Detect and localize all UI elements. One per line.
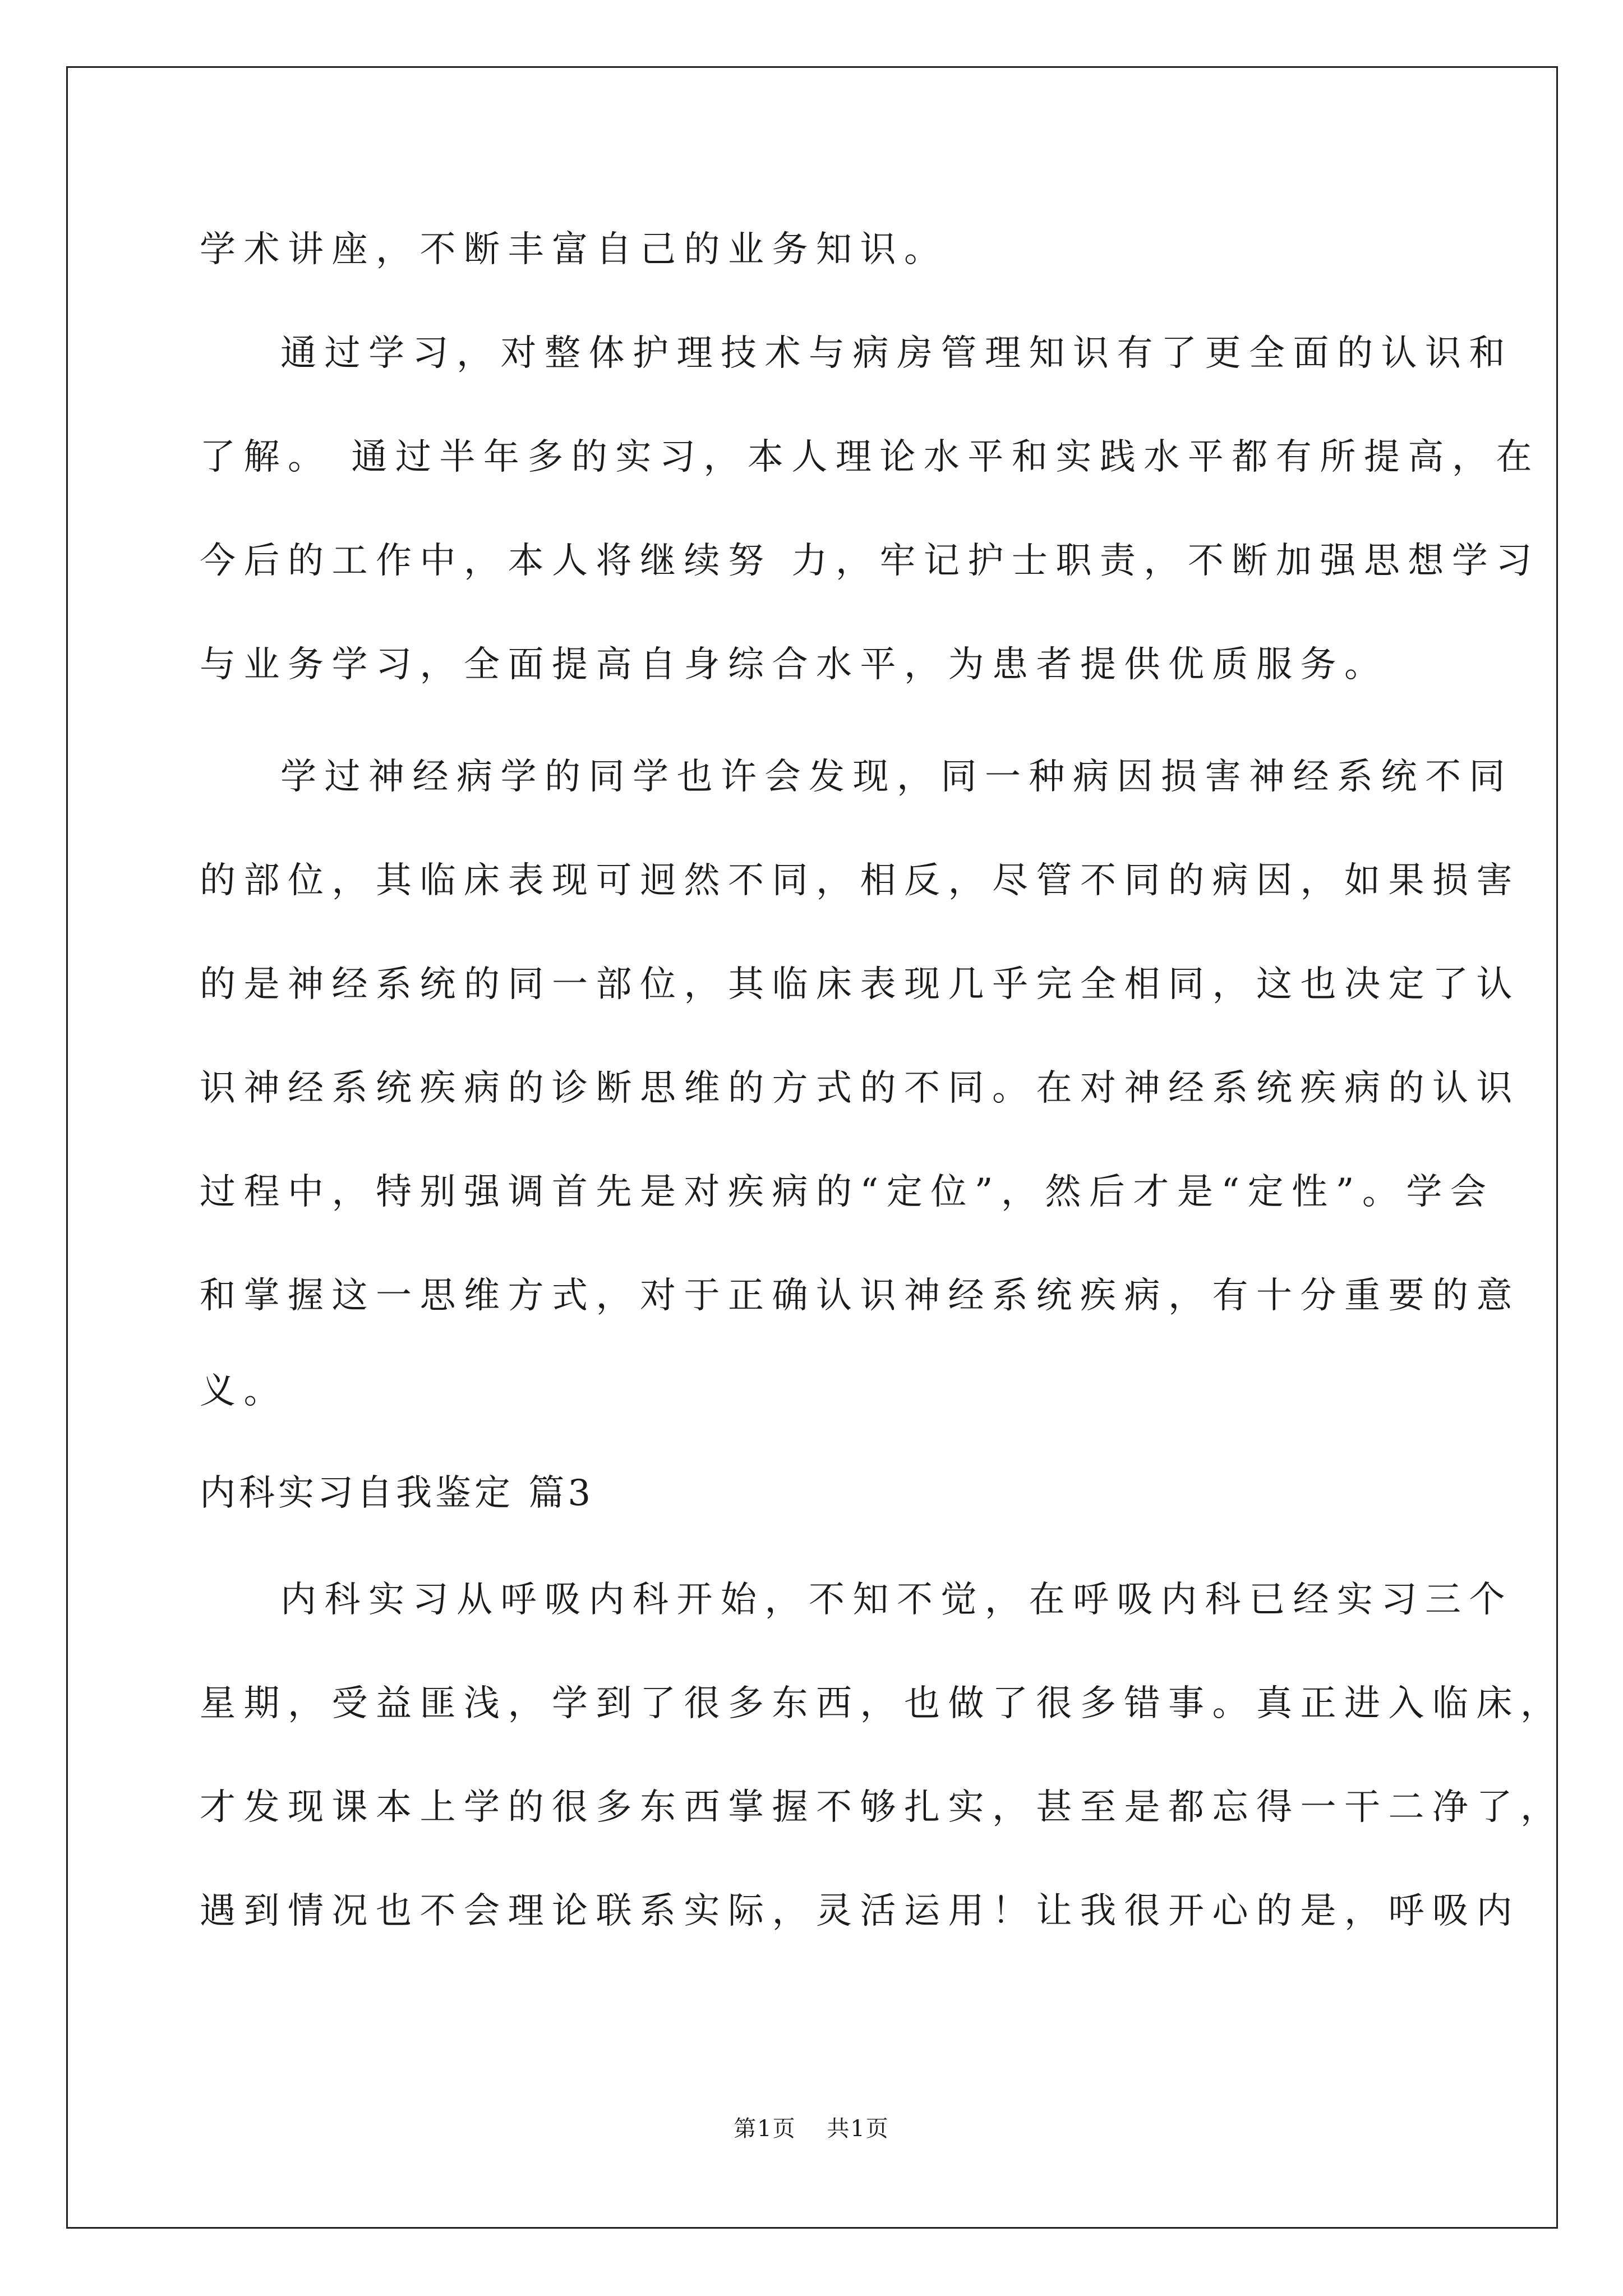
text-line: 和掌握这一思维方式，对于正确认识神经系统疾病，有十分重要的意	[200, 1275, 1520, 1317]
text-line: 的部位，其临床表现可迥然不同，相反，尽管不同的病因，如果损害	[200, 860, 1520, 901]
text-line: 星期，受益匪浅，学到了很多东西，也做了很多错事。真正进入临床，	[200, 1683, 1565, 1724]
page-total: 共1页	[827, 2116, 889, 2142]
page-number: 第1页	[734, 2116, 796, 2142]
paragraph-first-line: 通过学习，对整体护理技术与病房管理知识有了更全面的认识和	[280, 333, 1513, 374]
text-line: 义。	[200, 1370, 288, 1412]
paragraph-first-line: 内科实习从呼吸内科开始，不知不觉，在呼吸内科已经实习三个	[280, 1579, 1513, 1621]
paragraph-first-line: 学过神经病学的同学也许会发现，同一种病因损害神经系统不同	[280, 756, 1513, 798]
section-heading: 内科实习自我鉴定 篇3	[200, 1473, 594, 1514]
text-line: 学术讲座，不断丰富自己的业务知识。	[200, 229, 948, 270]
page-footer	[0, 2115, 1623, 2143]
text-line: 的是神经系统的同一部位，其临床表现几乎完全相同，这也决定了认	[200, 964, 1520, 1005]
text-line: 今后的工作中，本人将继续努 力，牢记护士职责，不断加强思想学习	[200, 540, 1540, 582]
text-line: 识神经系统疾病的诊断思维的方式的不同。在对神经系统疾病的认识	[200, 1068, 1520, 1109]
text-line: 了解。 通过半年多的实习，本人理论水平和实践水平都有所提高，在	[200, 436, 1540, 478]
text-line: 才发现课本上学的很多东西掌握不够扎实，甚至是都忘得一干二净了，	[200, 1787, 1565, 1828]
text-line: 与业务学习，全面提高自身综合水平，为患者提供优质服务。	[200, 644, 1389, 685]
text-line: 遇到情况也不会理论联系实际，灵活运用！让我很开心的是，呼吸内	[200, 1890, 1520, 1932]
text-line: 过程中，特别强调首先是对疾病的“定位”，然后才是“定性”。学会	[200, 1171, 1495, 1213]
